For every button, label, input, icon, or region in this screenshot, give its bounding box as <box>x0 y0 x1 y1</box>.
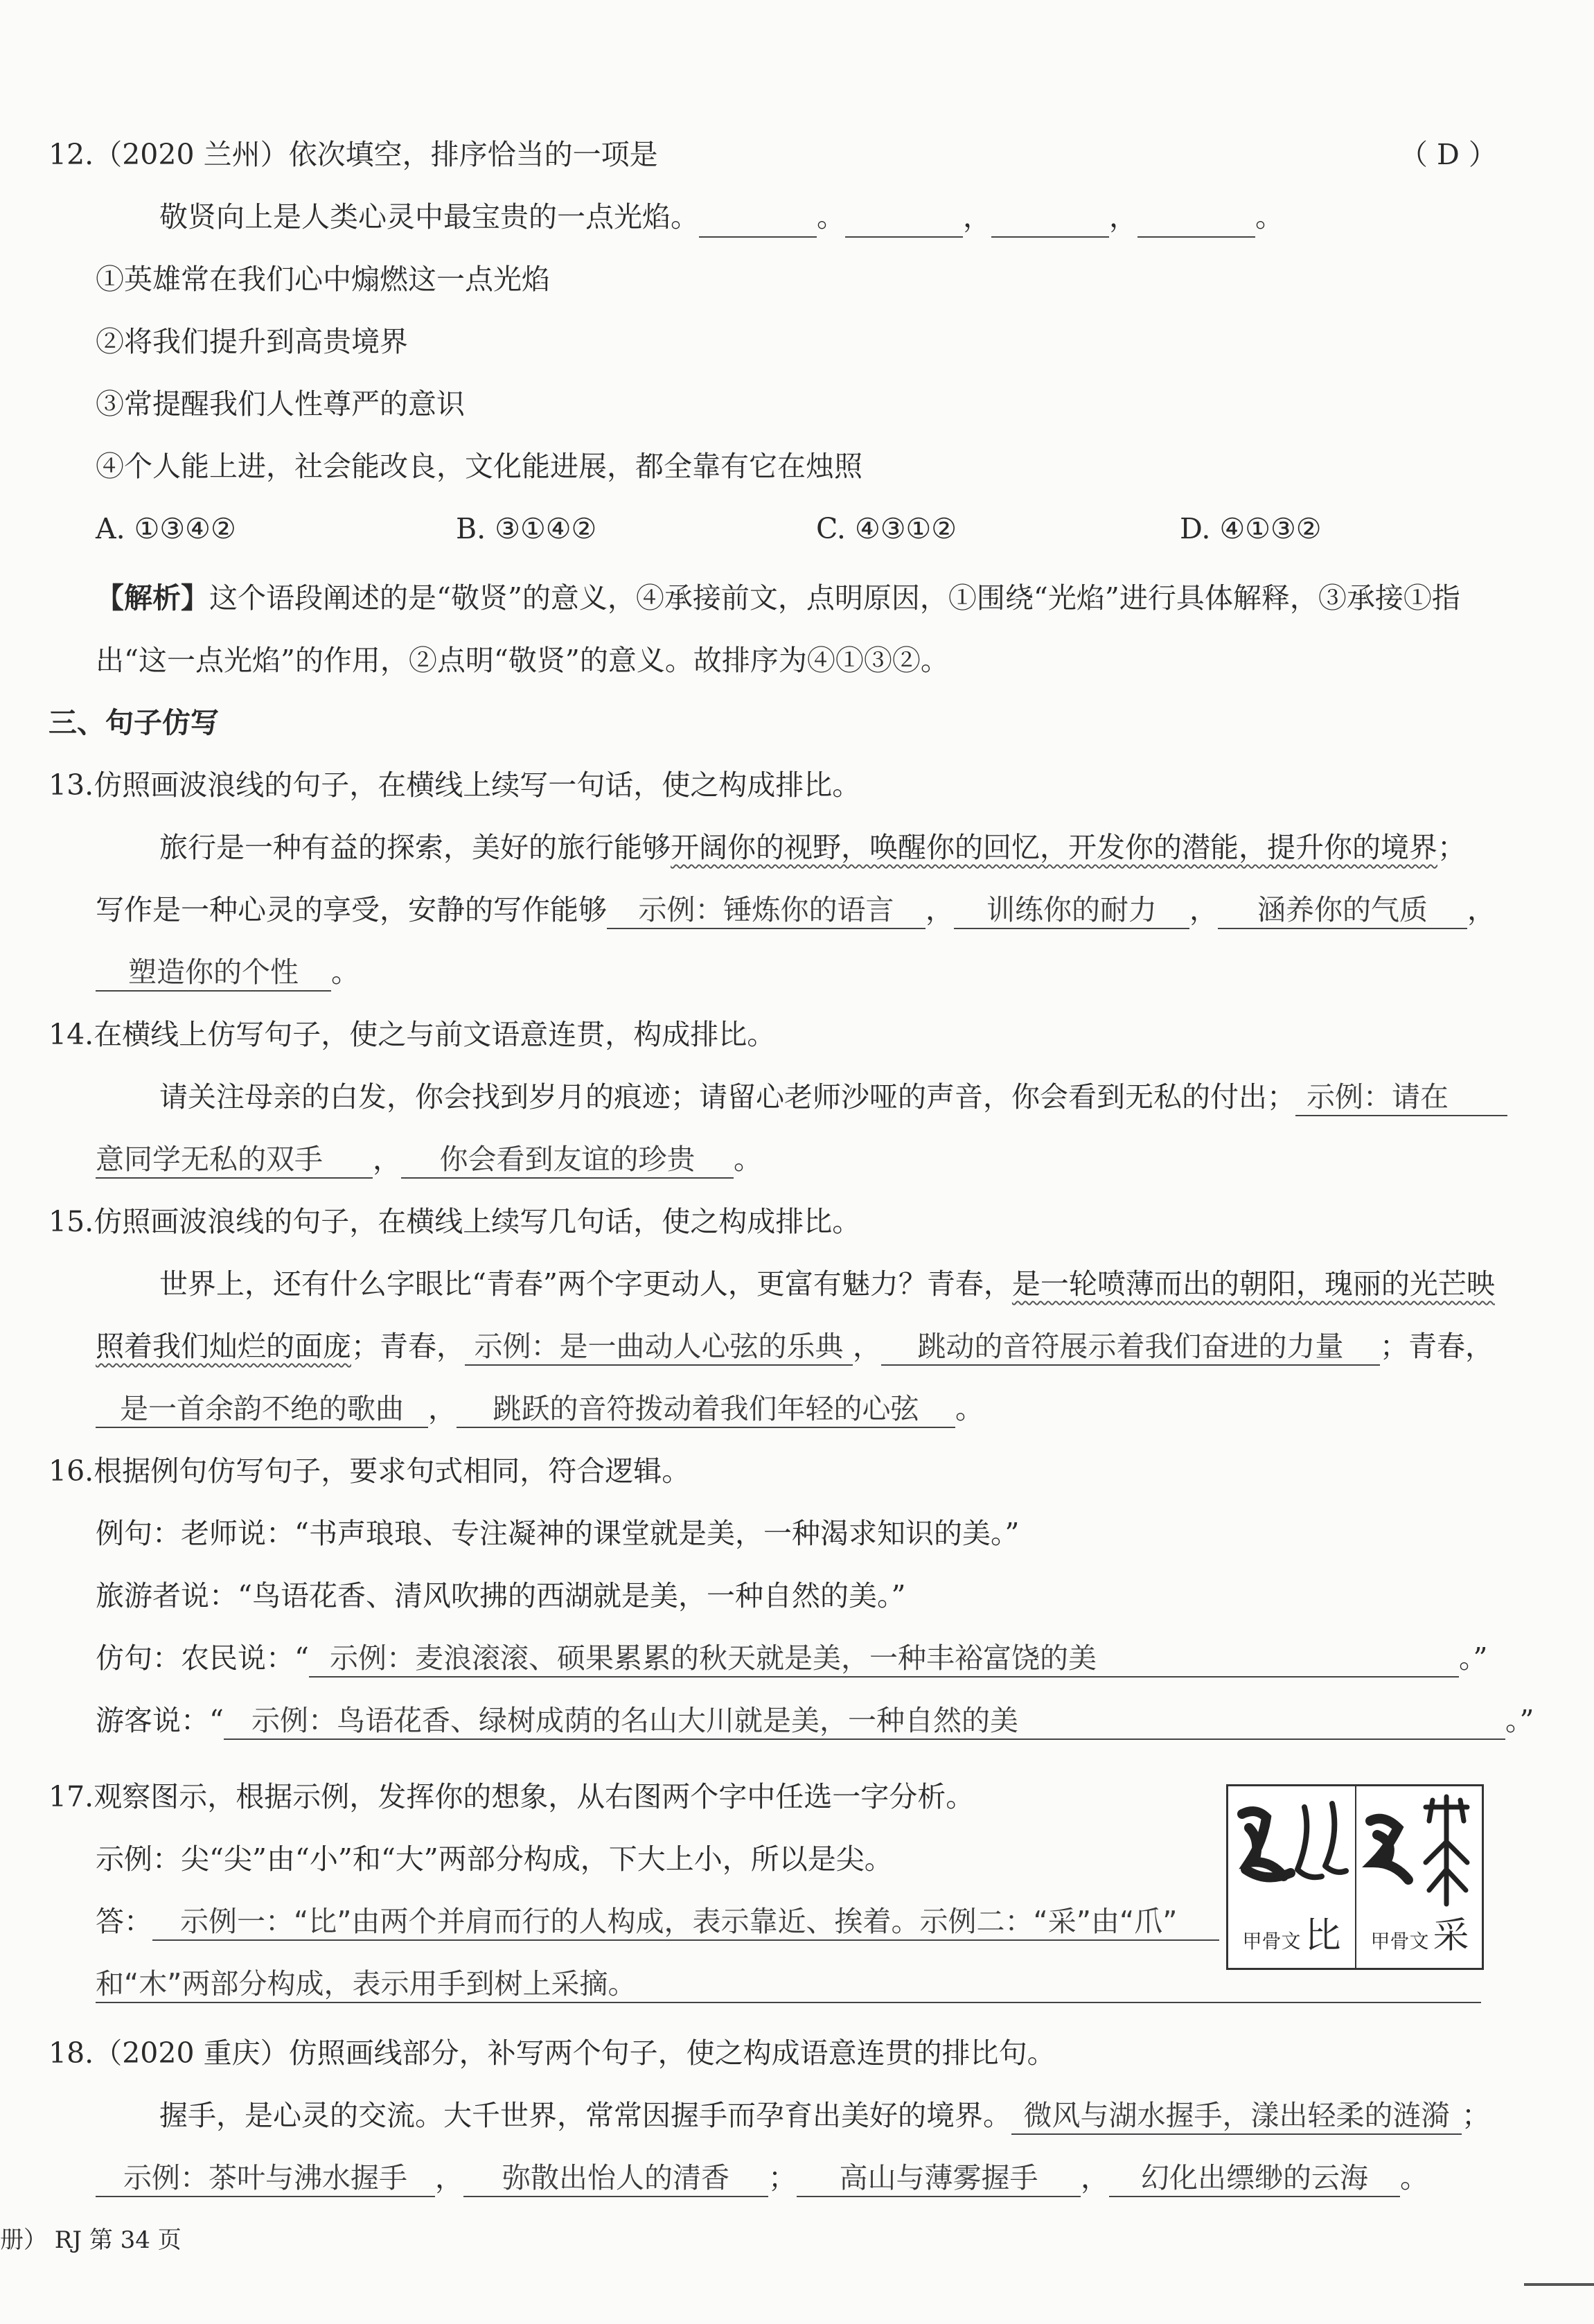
q12-answer: （ D ） <box>1399 138 1497 171</box>
q13-line1-text: 旅行是一种有益的探索，美好的旅行能够 <box>159 831 671 864</box>
q16-imitation-2-label: 游客说：“ <box>96 1704 224 1737</box>
q16-stem: 16.根据例句仿写句子，要求句式相同，符合逻辑。 <box>48 1454 691 1488</box>
q16-imitation-2 <box>96 1700 1534 1741</box>
caption-text: 甲骨文 <box>1242 1930 1301 1953</box>
blank <box>1137 206 1255 238</box>
q12-item-3: ③常提醒我们人性尊严的意识 <box>96 387 465 421</box>
q15-answer-4: 跳跃的音符拨动着我们年轻的心弦 <box>457 1391 955 1428</box>
q18-answer-4: 幻化出缥缈的云海 <box>1109 2160 1400 2197</box>
q16-answer-1: 示例：麦浪滚滚、硕果累累的秋天就是美，一种丰裕富饶的美 <box>309 1640 1459 1678</box>
q15-line2: 照着我们灿烂的面庞；青春， 示例：是一曲动人心弦的乐典 ， 跳动的音符展示着我们奋进的力量 ；青春， <box>96 1326 1494 1367</box>
q17-stem: 17.观察图示，根据示例，发挥你的想象，从右图两个字中任选一字分析。 <box>48 1780 975 1813</box>
page-footer: 册） RJ 第 34 页 <box>0 2226 181 2254</box>
q16-example-2: 旅游者说：“鸟语花香、清风吹拂的西湖就是美，一种自然的美。” <box>96 1579 906 1612</box>
q18-stem: 18.（2020 重庆）仿照画线部分，补写两个句子，使之构成语意连贯的排比句。 <box>48 2036 1056 2070</box>
q17-example: 示例：尖“尖”由“小”和“大”两部分构成，下大上小，所以是尖。 <box>96 1842 893 1876</box>
q18-answer-2: 弥散出怡人的清香 <box>463 2160 768 2197</box>
q16-imitation-1 <box>96 1637 1487 1679</box>
q15-line1-text: 世界上，还有什么字眼比“青春”两个字更动人，更富有魅力？青春， <box>159 1267 1012 1301</box>
q16-imitation-1-label: 仿句：农民说：“ <box>96 1641 309 1675</box>
blank <box>845 206 963 238</box>
q16-answer-2: 示例：鸟语花香、绿树成荫的名山大川就是美，一种自然的美 <box>224 1702 1505 1740</box>
q13-answer-2: 训练你的耐力 <box>954 892 1189 929</box>
q12-item-2: ②将我们提升到高贵境界 <box>96 325 408 358</box>
punct: 。” <box>1505 1704 1534 1737</box>
q15-answer-3: 是一首余韵不绝的歌曲 <box>96 1391 428 1428</box>
q15-answer-2: 跳动的音符展示着我们奋进的力量 <box>881 1328 1380 1366</box>
q13-line2-text: 写作是一种心灵的享受，安静的写作能够 <box>96 893 607 926</box>
q13-answer-3: 涵养你的气质 <box>1218 892 1467 929</box>
q14-line2: 意同学无私的双手 ， 你会看到友谊的珍贵 。 <box>96 1138 762 1180</box>
analysis-tag: 【解析】 <box>96 581 209 615</box>
q12-option-d: D. ④①③② <box>1180 512 1322 545</box>
q15-line2-end: ；青春， <box>1380 1330 1494 1363</box>
q13-stem: 13.仿照画波浪线的句子，在横线上续写一句话，使之构成排比。 <box>48 768 861 802</box>
figure-bi <box>1228 1786 1355 1968</box>
q14-line1 <box>159 1076 1507 1118</box>
analysis-text: 这个语段阐述的是“敬贤”的意义，④承接前文，点明原因，①围绕“光焰”进行具体解释，③承接①指 <box>209 581 1460 615</box>
modern-char: 采 <box>1433 1915 1469 1957</box>
oracle-cai-glyph <box>1356 1786 1483 1918</box>
caption-text: 甲骨文 <box>1370 1930 1429 1953</box>
q18-answer-1: 示例：茶叶与沸水握手 <box>96 2160 435 2197</box>
q16-example-1: 例句：老师说：“书声琅琅、专注凝神的课堂就是美，一种渴求知识的美。” <box>96 1517 1020 1550</box>
q18-line1-text: 握手，是心灵的交流。大千世界，常常因握手而孕育出美好的境界。 <box>159 2099 1011 2132</box>
q17-answer-1: 示例一：“比”由两个并肩而行的人构成，表示靠近、挨着。示例二：“采”由“爪” <box>152 1903 1219 1941</box>
q18-line1: 握手，是心灵的交流。大千世界，常常因握手而孕育出美好的境界。 微风与湖水握手，漾出轻柔的涟漪 ； <box>159 2095 1490 2136</box>
q14-answer-1b: 意同学无私的双手 <box>96 1141 373 1179</box>
q13-line3: 塑造你的个性 。 <box>96 951 360 993</box>
section-heading: 三、句子仿写 <box>48 706 219 739</box>
figure-cai-caption <box>1356 1906 1483 1958</box>
q12-analysis-2: 出“这一点光焰”的作用，②点明“敬贤”的意义。故排序为④①③②。 <box>96 644 949 677</box>
q18-answer-underlined: 微风与湖水握手，漾出轻柔的涟漪 <box>1011 2097 1462 2135</box>
q13-line2: 写作是一种心灵的享受，安静的写作能够 示例：锤炼你的语言 ， 训练你的耐力 ， 涵养你的气质 ， <box>96 889 1496 931</box>
q14-stem: 14.在横线上仿写句子，使之与前文语意连贯，构成排比。 <box>48 1018 776 1051</box>
q14-answer-2: 你会看到友谊的珍贵 <box>401 1141 734 1179</box>
q12-analysis-1 <box>96 577 1460 619</box>
blank <box>699 206 817 238</box>
footer-rule <box>1524 2283 1594 2286</box>
q12-stem: 12.（2020 兰州）依次填空，排序恰当的一项是 <box>48 138 658 171</box>
q15-wavy-sentence-1: 是一轮喷薄而出的朝阳，瑰丽的光芒映 <box>1011 1267 1495 1301</box>
modern-char: 比 <box>1304 1915 1341 1957</box>
q17-answer-line1 <box>96 1901 1219 1942</box>
q13-line1 <box>159 827 1466 868</box>
punct: ； <box>1437 831 1466 864</box>
figure-cai <box>1355 1786 1483 1968</box>
q15-stem: 15.仿照画波浪线的句子，在横线上续写几句话，使之构成排比。 <box>48 1205 861 1238</box>
q14-answer-1: 示例：请在 <box>1295 1079 1507 1116</box>
figure-bi-caption <box>1228 1906 1355 1958</box>
q15-line3: 是一首余韵不绝的歌曲 ， 跳跃的音符拨动着我们年轻的心弦 。 <box>96 1388 984 1429</box>
q12-option-c: C. ④③①② <box>816 512 957 545</box>
q14-line1-text: 请关注母亲的白发，你会找到岁月的痕迹；请留心老师沙哑的声音，你会看到无私的付出； <box>159 1080 1295 1113</box>
q18-line2: 示例：茶叶与沸水握手 ， 弥散出怡人的清香 ； 高山与薄雾握手 ， 幻化出缥缈的云海 。 <box>96 2157 1428 2199</box>
q17-answer-2: 和“木”两部分构成，表示用手到树上采摘。 <box>96 1966 1481 2003</box>
q15-wavy-sentence-2: 照着我们灿烂的面庞 <box>96 1330 351 1363</box>
q12-option-b: B. ③①④② <box>456 512 597 545</box>
q15-answer-1: 示例：是一曲动人心弦的乐典 <box>465 1328 853 1366</box>
q13-wavy-sentence: 开阔你的视野，唤醒你的回忆，开发你的潜能，提升你的境界 <box>671 831 1437 864</box>
oracle-bi-glyph <box>1228 1786 1355 1918</box>
q13-answer-4: 塑造你的个性 <box>96 954 331 992</box>
q15-line2-text: ；青春， <box>351 1330 465 1363</box>
q18-answer-3: 高山与薄雾握手 <box>797 2160 1081 2197</box>
q12-option-a: A. ①③④② <box>96 512 236 545</box>
oracle-bone-figure <box>1226 1784 1484 1970</box>
blank <box>991 206 1109 238</box>
q13-answer-1: 示例：锤炼你的语言 <box>607 892 926 929</box>
punct: 。” <box>1458 1641 1488 1675</box>
q15-line1 <box>159 1263 1495 1305</box>
q12-item-1: ①英雄常在我们心中煽燃这一点光焰 <box>96 263 550 296</box>
q17-answer-label: 答： <box>96 1905 152 1938</box>
q12-passage: 敬贤向上是人类心灵中最宝贵的一点光焰。 。 ， ， 。 <box>159 196 1284 238</box>
q12-options <box>96 508 1481 549</box>
q12-item-4: ④个人能上进，社会能改良，文化能进展，都全靠有它在烛照 <box>96 450 862 483</box>
q12-passage-text: 敬贤向上是人类心灵中最宝贵的一点光焰。 <box>159 200 699 234</box>
